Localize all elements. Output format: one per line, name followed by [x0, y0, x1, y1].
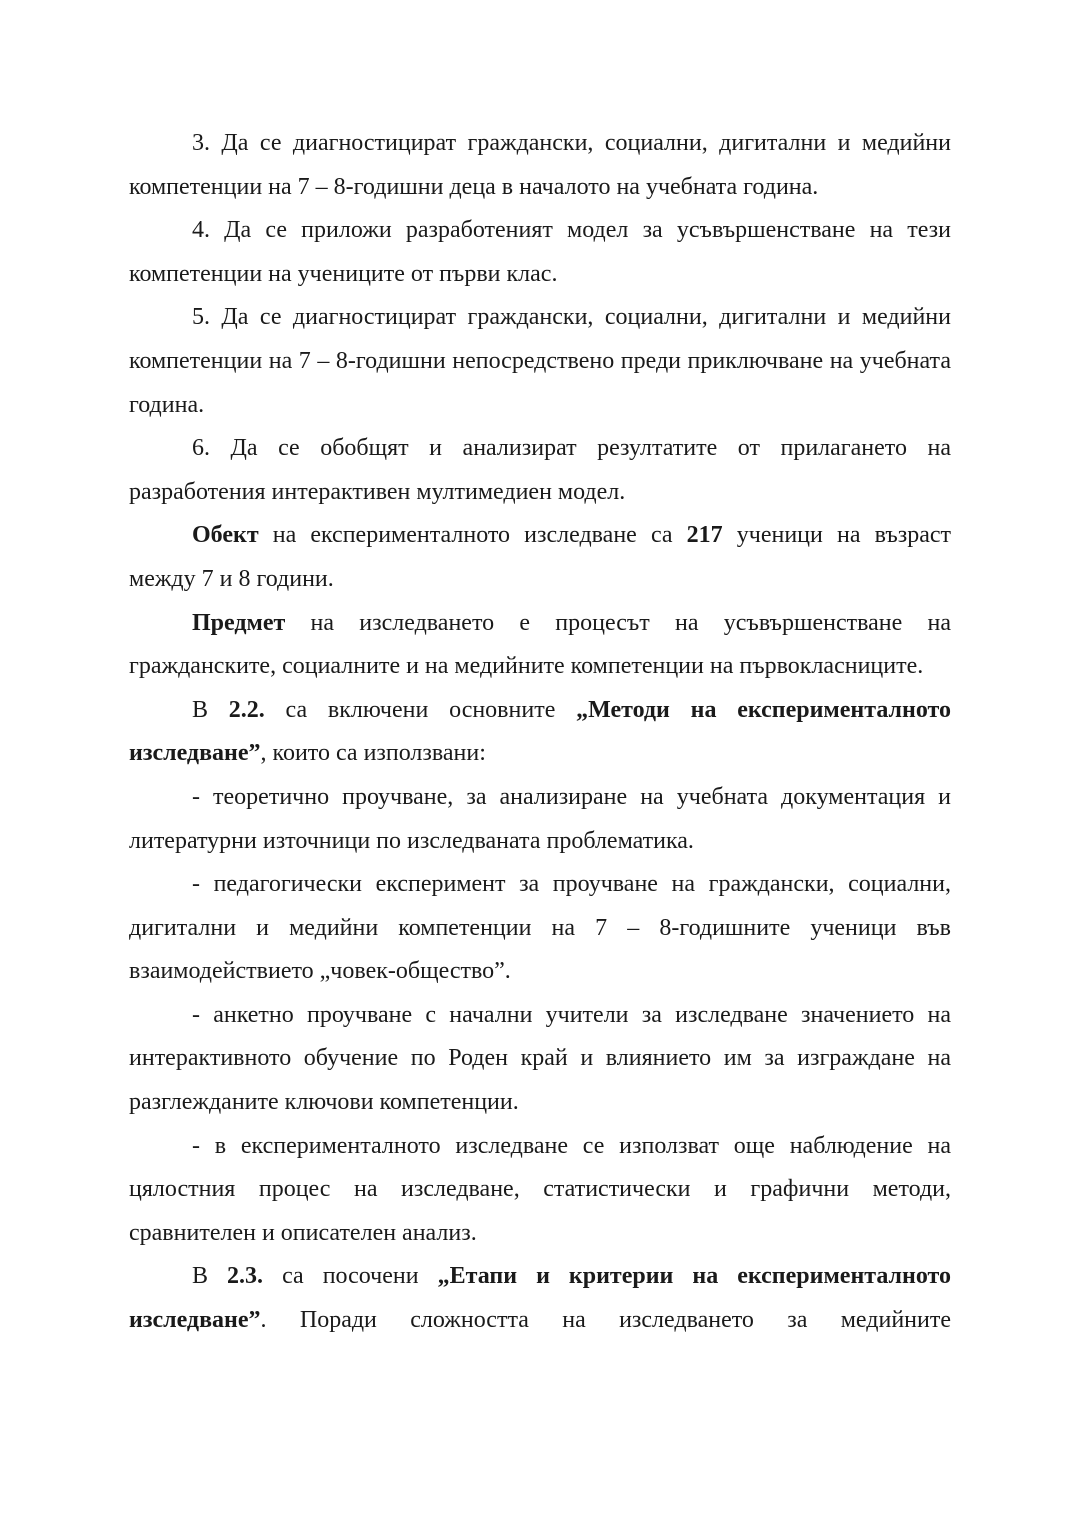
subject-text: на изследването е процесът на усъвършенстване на гражданските, социалните и на медийните компетенции на първокласниците. — [129, 609, 951, 680]
task-4-paragraph: 4. Да се приложи разработеният модел за усъвършенстване на тези компетенции на учениците от първи клас. — [129, 217, 951, 287]
methods-title: „Методи на експерименталното изследване” — [129, 696, 951, 767]
stages-title: „Етапи и критерии на експерименталното изследване” — [129, 1263, 952, 1334]
methods-section-number: 2.2. — [228, 696, 265, 723]
subject-term: Предмет — [192, 609, 286, 636]
object-term: Обект — [192, 522, 259, 549]
task-3-paragraph: 3. Да се диагностицират граждански, социални, дигитални и медийни компетенции на 7 – 8-годишни деца в началото на учебната година. — [129, 130, 951, 200]
document-page — [129, 122, 951, 1343]
methods-paragraph — [129, 689, 951, 776]
object-paragraph — [129, 514, 951, 601]
method-2-paragraph: - педагогически експеримент за проучване на граждански, социални, дигитални и медийни компетенции на 7 – 8-годишните ученици във взаимодействието „човек-общество”. — [129, 871, 951, 985]
object-text-2: ученици на възраст между 7 и 8 години. — [129, 522, 952, 592]
task-6-paragraph: 6. Да се обобщят и анализират резултатите от прилагането на разработения интерактивен мултимедиен модел. — [129, 435, 951, 505]
stages-paragraph — [129, 1255, 951, 1342]
stages-mid: са посочени — [263, 1263, 438, 1290]
method-4-paragraph: - в експерименталното изследване се използват още наблюдение на цялостния процес на изследване, статистически и графични методи, сравнителен и описателен анализ. — [129, 1132, 951, 1246]
object-text-1: на експерименталното изследване са — [258, 522, 687, 549]
methods-lead: В — [192, 696, 229, 723]
subject-paragraph — [129, 602, 951, 689]
task-5-paragraph: 5. Да се диагностицират граждански, социални, дигитални и медийни компетенции на 7 – 8-годишни непосредствено преди приключване на учебната година. — [129, 304, 951, 418]
stages-lead: В — [192, 1263, 228, 1290]
stages-tail: . Поради сложността на изследването за медийните — [260, 1307, 951, 1334]
object-count: 217 — [686, 522, 723, 549]
stages-section-number: 2.3. — [227, 1263, 264, 1290]
methods-mid: са включени основните — [264, 696, 577, 723]
methods-tail: , които са използвани: — [260, 740, 486, 767]
method-1-paragraph: - теоретично проучване, за анализиране на учебната документация и литературни източници по изследваната проблематика. — [129, 783, 951, 854]
method-3-paragraph: - анкетно проучване с начални учители за изследване значението на интерактивното обучение по Роден край и влиянието им за изграждане на разглежданите ключови компетенции. — [129, 1001, 951, 1116]
